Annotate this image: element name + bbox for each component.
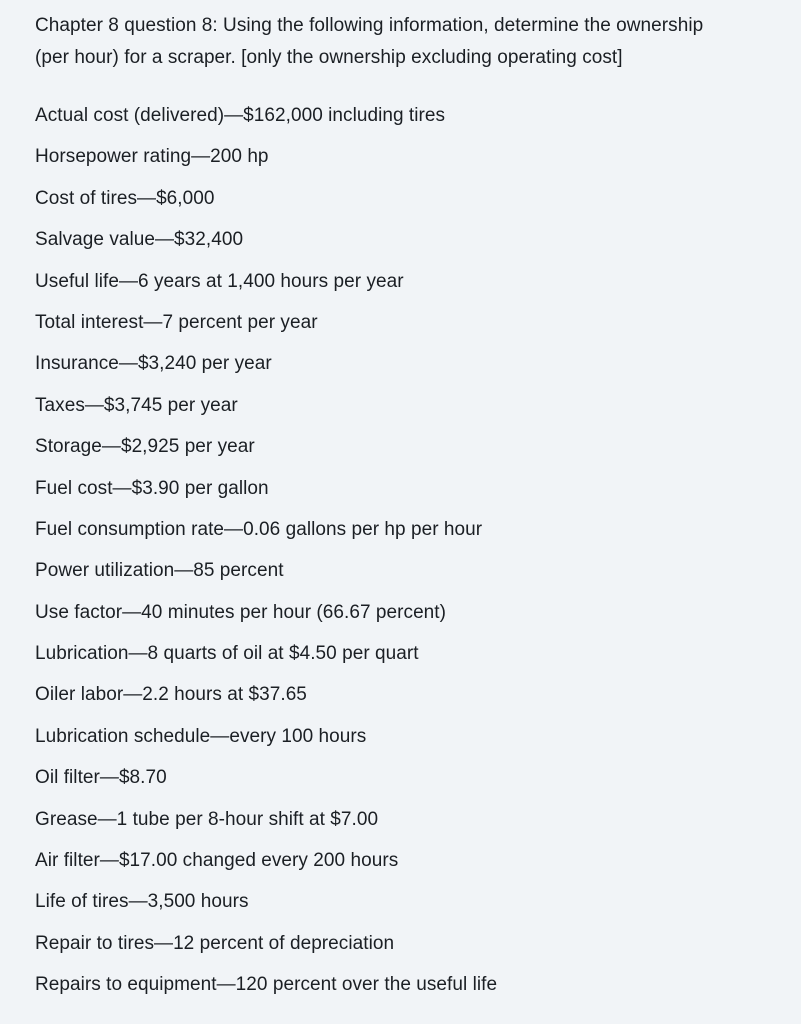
info-item: Actual cost (delivered)—$162,000 including tires [35,105,446,126]
info-item: Repairs to equipment—120 percent over the useful life [35,974,498,996]
info-item: Salvage value—$32,400 [35,229,244,251]
info-item: Total interest—7 percent per year [35,311,318,333]
info-item: Taxes—$3,745 per year [35,394,238,416]
info-item: Use factor—40 minutes per hour (66.67 percent) [35,601,447,623]
info-item: Fuel cost—$3.90 per gallon [35,477,269,499]
info-item: Lubrication schedule—every 100 hours [35,725,367,747]
info-item: Oiler labor—2.2 hours at $37.65 [35,684,307,706]
info-item: Oil filter—$8.70 [35,767,167,789]
question-line-1: Chapter 8 question 8: Using the following information, determine the ownership [35,15,704,36]
info-item: Air filter—$17.00 changed every 200 hours [35,850,399,872]
info-item: Useful life—6 years at 1,400 hours per year [35,270,404,292]
info-item: Storage—$2,925 per year [35,436,255,458]
info-item: Repair to tires—12 percent of depreciation [35,932,395,954]
info-item: Grease—1 tube per 8-hour shift at $7.00 [35,808,379,830]
info-item: Life of tires—3,500 hours [35,891,249,913]
question-line-2: (per hour) for a scraper. [only the ownership excluding operating cost] [35,47,623,68]
given-information-list [35,95,775,1006]
info-item: Power utilization—85 percent [35,560,284,582]
info-item: Cost of tires—$6,000 [35,187,215,209]
info-item: Lubrication—8 quarts of oil at $4.50 per quart [35,643,419,665]
info-item: Horsepower rating—200 hp [35,146,269,168]
info-item: Insurance—$3,240 per year [35,353,272,375]
info-item: Fuel consumption rate—0.06 gallons per hp per hour [35,518,483,540]
question-text [0,4,801,74]
